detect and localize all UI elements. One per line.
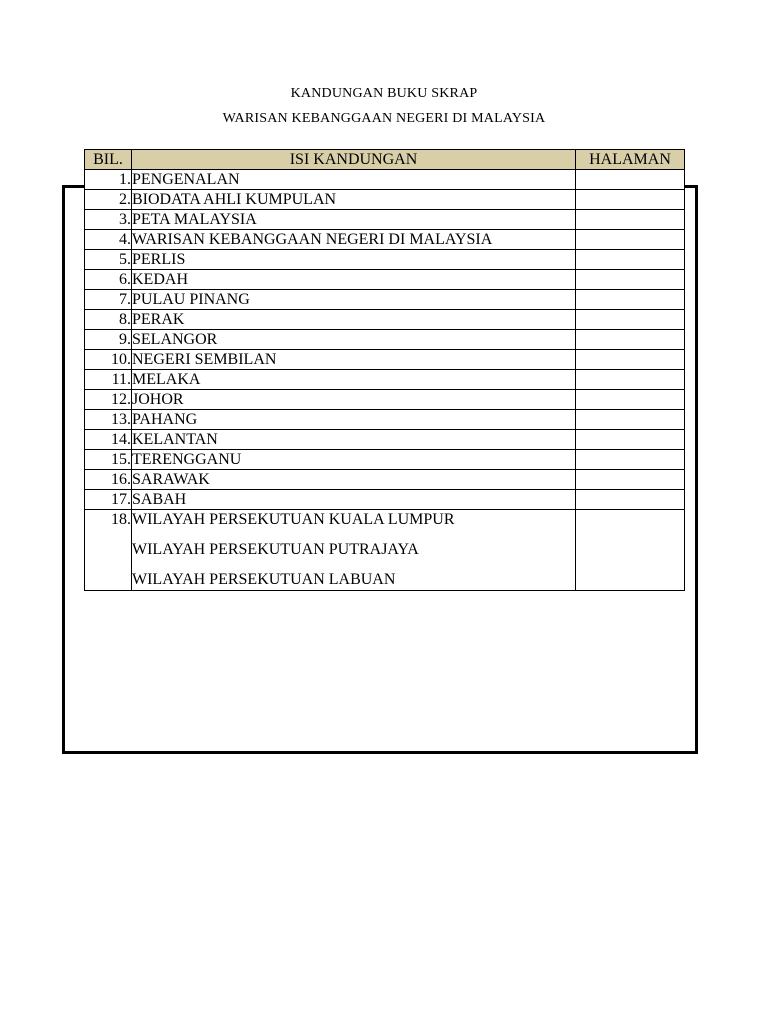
table-row bbox=[85, 350, 685, 370]
table-row bbox=[85, 510, 685, 591]
table-row bbox=[85, 190, 685, 210]
row-content: SELANGOR bbox=[132, 330, 576, 350]
table-row bbox=[85, 470, 685, 490]
row-page bbox=[576, 230, 685, 250]
row-content: WARISAN KEBANGGAAN NEGERI DI MALAYSIA bbox=[132, 230, 576, 250]
table-row bbox=[85, 170, 685, 190]
row-number: 11. bbox=[85, 370, 132, 390]
row-number: 9. bbox=[85, 330, 132, 350]
row-page bbox=[576, 410, 685, 430]
row-number: 16. bbox=[85, 470, 132, 490]
row-content: SABAH bbox=[132, 490, 576, 510]
table-row bbox=[85, 410, 685, 430]
table-row bbox=[85, 490, 685, 510]
row-page bbox=[576, 170, 685, 190]
row-page bbox=[576, 370, 685, 390]
row-content: PERLIS bbox=[132, 250, 576, 270]
content-line: WILAYAH PERSEKUTUAN LABUAN bbox=[132, 571, 396, 588]
header-halaman: HALAMAN bbox=[576, 150, 685, 170]
row-number: 17. bbox=[85, 490, 132, 510]
table-body-last bbox=[85, 510, 685, 591]
table-row bbox=[85, 210, 685, 230]
row-content: TERENGGANU bbox=[132, 450, 576, 470]
table-row bbox=[85, 250, 685, 270]
row-page bbox=[576, 250, 685, 270]
row-content: PETA MALAYSIA bbox=[132, 210, 576, 230]
row-page bbox=[576, 450, 685, 470]
row-number: 3. bbox=[85, 210, 132, 230]
row-page bbox=[576, 310, 685, 330]
row-number: 6. bbox=[85, 270, 132, 290]
row-content: PULAU PINANG bbox=[132, 290, 576, 310]
table-row bbox=[85, 270, 685, 290]
row-page bbox=[576, 390, 685, 410]
row-page bbox=[576, 490, 685, 510]
row-number: 5. bbox=[85, 250, 132, 270]
row-content bbox=[132, 510, 576, 591]
row-number: 12. bbox=[85, 390, 132, 410]
header-isi-kandungan: ISI KANDUNGAN bbox=[132, 150, 576, 170]
row-content: MELAKA bbox=[132, 370, 576, 390]
table-header-row bbox=[85, 150, 685, 170]
table-row bbox=[85, 230, 685, 250]
row-number: 15. bbox=[85, 450, 132, 470]
row-number: 13. bbox=[85, 410, 132, 430]
row-content: KELANTAN bbox=[132, 430, 576, 450]
row-page bbox=[576, 470, 685, 490]
row-content: JOHOR bbox=[132, 390, 576, 410]
row-number: 7. bbox=[85, 290, 132, 310]
content-line: WILAYAH PERSEKUTUAN PUTRAJAYA bbox=[132, 541, 419, 558]
row-content: NEGERI SEMBILAN bbox=[132, 350, 576, 370]
row-number: 1. bbox=[85, 170, 132, 190]
row-content: SARAWAK bbox=[132, 470, 576, 490]
row-content: PENGENALAN bbox=[132, 170, 576, 190]
row-page bbox=[576, 290, 685, 310]
document-subtitle: WARISAN KEBANGGAAN NEGERI DI MALAYSIA bbox=[222, 111, 546, 126]
header-bil: BIL. bbox=[85, 150, 132, 170]
table-body bbox=[85, 170, 685, 510]
row-number: 14. bbox=[85, 430, 132, 450]
row-number: 18. bbox=[85, 510, 132, 591]
contents-table bbox=[84, 149, 685, 591]
row-page bbox=[576, 190, 685, 210]
table-row bbox=[85, 390, 685, 410]
table-row bbox=[85, 450, 685, 470]
table-row bbox=[85, 430, 685, 450]
row-content: BIODATA AHLI KUMPULAN bbox=[132, 190, 576, 210]
table-row bbox=[85, 370, 685, 390]
row-page bbox=[576, 510, 685, 591]
content-line: WILAYAH PERSEKUTUAN KUALA LUMPUR bbox=[132, 511, 455, 528]
row-page bbox=[576, 430, 685, 450]
table-row bbox=[85, 290, 685, 310]
row-page bbox=[576, 270, 685, 290]
row-page bbox=[576, 350, 685, 370]
table-row bbox=[85, 310, 685, 330]
table-row bbox=[85, 330, 685, 350]
row-content: KEDAH bbox=[132, 270, 576, 290]
row-content: PERAK bbox=[132, 310, 576, 330]
row-number: 2. bbox=[85, 190, 132, 210]
row-number: 4. bbox=[85, 230, 132, 250]
row-number: 8. bbox=[85, 310, 132, 330]
document-title: KANDUNGAN BUKU SKRAP bbox=[290, 86, 478, 101]
row-number: 10. bbox=[85, 350, 132, 370]
row-content: PAHANG bbox=[132, 410, 576, 430]
row-page bbox=[576, 210, 685, 230]
row-page bbox=[576, 330, 685, 350]
